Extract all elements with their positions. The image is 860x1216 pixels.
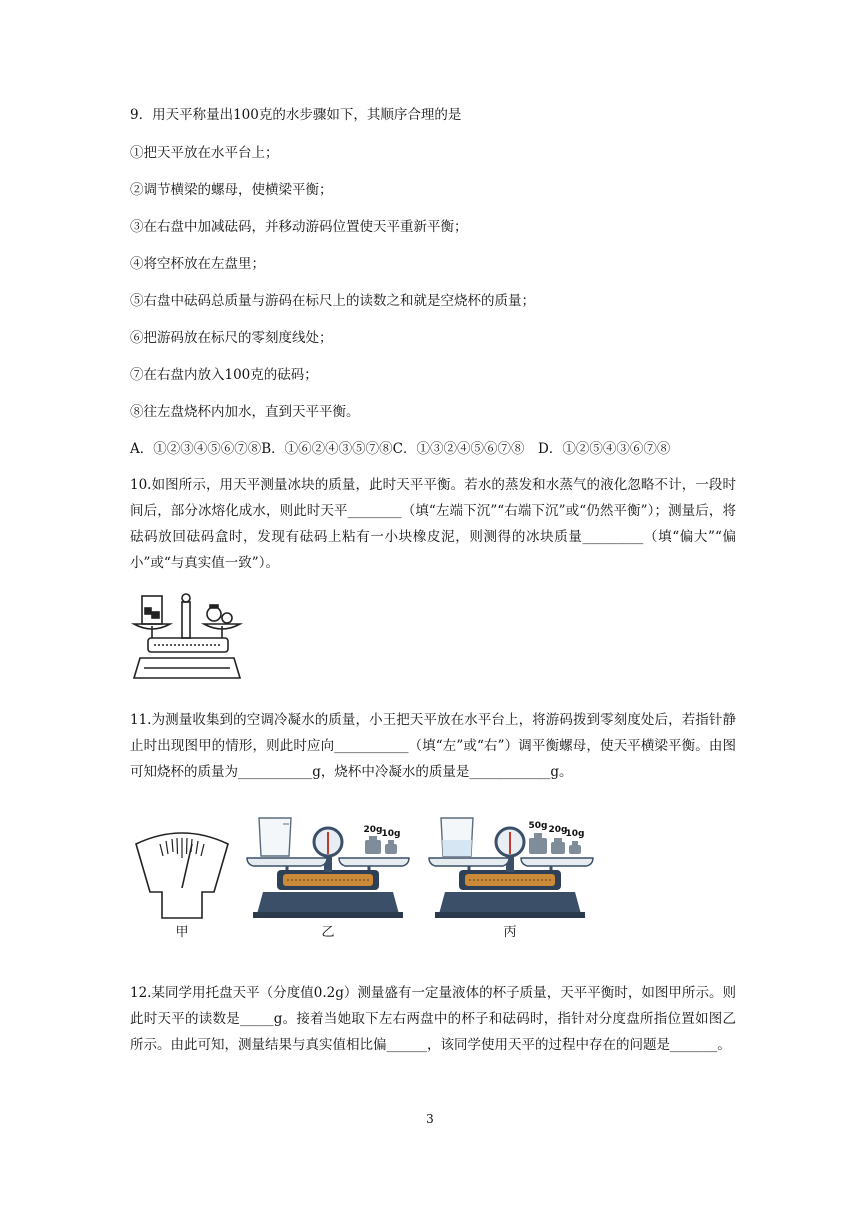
svg-text:10g: 10g bbox=[565, 829, 585, 839]
q9-step-8: ⑧往左盘烧杯内加水，直到天平平衡。 bbox=[130, 404, 360, 420]
q9-step-6: ⑥把游码放在标尺的零刻度线处； bbox=[130, 330, 333, 346]
q10-balance-figure bbox=[130, 588, 244, 684]
figure-label-c: 丙 bbox=[503, 925, 517, 940]
q9-stem: 9．用天平称量出100克的水步骤如下，其顺序合理的是 bbox=[130, 107, 462, 123]
q11-text: 11.为测量收集到的空调冷凝水的质量，小王把天平放在水平台上，将游码拨到零刻度处后，若指针静止时出现图甲的情形，则此时应向___________（填“左”或“右”）调平衡螺母，使天平横梁平衡。由图可知烧杯的质量为___________g，烧杯中冷凝水的质量是____________g。 bbox=[130, 712, 736, 780]
q9-step-1: ①把天平放在水平台上； bbox=[130, 145, 279, 161]
svg-text:10g: 10g bbox=[381, 829, 401, 839]
weight bbox=[222, 613, 232, 623]
q11-figure-a bbox=[130, 822, 234, 940]
figure-label-b: 乙 bbox=[321, 925, 335, 940]
q11-figure-c bbox=[425, 814, 597, 940]
svg-text:20g: 20g bbox=[548, 825, 568, 835]
weight-20g bbox=[551, 842, 565, 854]
q12-text: 12.某同学用托盘天平（分度值0.2g）测量盛有一定量液体的杯子质量，天平平衡时，如图甲所示。则此时天平的读数是_____g。接着当她取下左右两盘中的杯子和砝码时，指针对分度盘所指位置如图乙所示。由此可知，测量结果与真实值相比偏______，该同学使用天平的过程中存在的问题是_______。 bbox=[130, 985, 736, 1053]
page-number: 3 bbox=[426, 1112, 434, 1126]
q9-options: A．①②③④⑤⑥⑦⑧B．①⑥②④③⑤⑦⑧C．①③②④⑤⑥⑦⑧ D．①②⑤④③⑥⑦⑧ bbox=[130, 441, 671, 457]
q9-step-4: ④将空杯放在左盘里； bbox=[130, 256, 265, 272]
q9-step-5: ⑤右盘中砝码总质量与游码在标尺上的读数之和就是空烧杯的质量； bbox=[130, 293, 535, 309]
weight-50g bbox=[529, 838, 547, 854]
q9-step-2: ②调节横梁的螺母，使横梁平衡； bbox=[130, 182, 333, 198]
q11-figure-b bbox=[243, 814, 413, 940]
figure-label-a: 甲 bbox=[175, 925, 189, 940]
weight bbox=[207, 607, 221, 621]
weight-10g bbox=[569, 845, 581, 854]
q9-step-7: ⑦在右盘内放入100克的砝码； bbox=[130, 367, 318, 383]
q10-text: 10.如图所示，用天平测量冰块的质量，此时天平平衡。若水的蒸发和水蒸气的液化忽略不计，一段时间后，部分冰熔化成水，则此时天平________（填“左端下沉”“右端下沉”或“仍然平衡”）；测量后，将砝码放回砝码盒时，发现有砝码上粘有一小块橡皮泥，则测得的冰块质量_________（填“偏大”“偏小”或“与真实值一致”）。 bbox=[130, 477, 736, 571]
svg-text:50g: 50g bbox=[528, 821, 548, 831]
weight-20g bbox=[365, 840, 381, 854]
svg-text:20g: 20g bbox=[363, 825, 383, 835]
q9-step-3: ③在右盘中加减砝码，并移动游码位置使天平重新平衡； bbox=[130, 219, 468, 235]
weight-10g bbox=[385, 844, 397, 854]
